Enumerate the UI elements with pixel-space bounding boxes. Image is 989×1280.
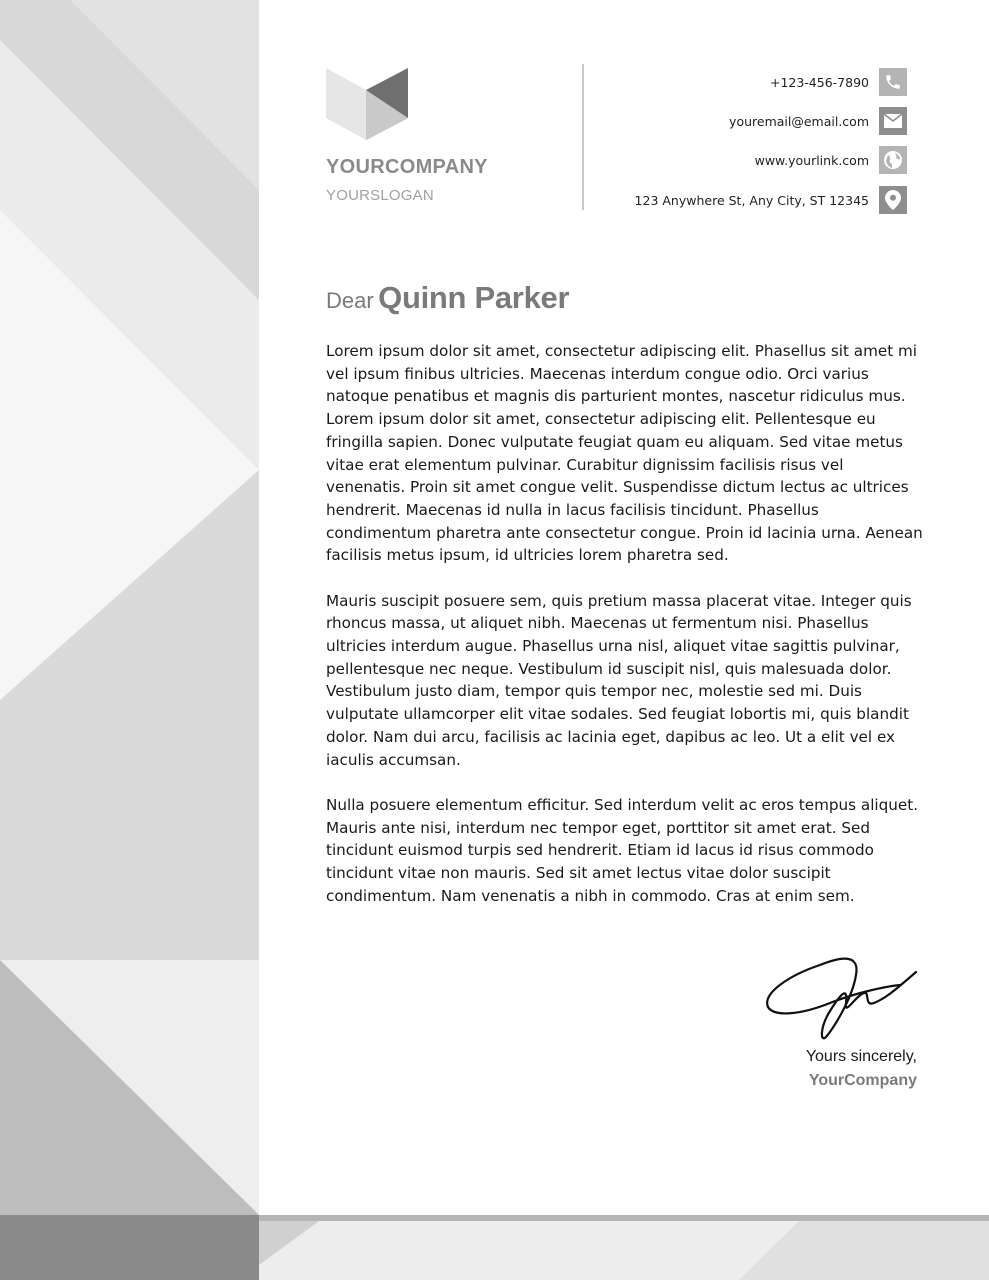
globe-icon [879, 146, 907, 174]
paragraph: Mauris suscipit posuere sem, quis pretium massa placerat vitae. Integer quis rhoncus massa, ut aliquet nibh. Maecenas ut fermentum nisi. Phasellus ultricies interdum augue. Phasellus urna nisl, aliquet vitae sagittis pulvinar, pellentesque nec neque. Vestibulum id suscipit nisl, quis malesuada dolor. Vestibulum justo diam, tempor quis tempor nec, molestie sed mi. Duis vulputate ullamcorper elit vitae sodales. Sed feugiat lobortis mi, quis blandit dolor. Nam dui arcu, facilisis ac lacinia eget, dapibus ac leo. Ut a elit vel ex iaculis accumsan. [326, 591, 912, 769]
location-pin-icon [879, 186, 907, 214]
letter-greeting [326, 280, 569, 316]
letter-body [326, 340, 926, 930]
company-logo-icon [326, 68, 410, 140]
email-text[interactable]: youremail@email.com [729, 113, 869, 129]
salutation: Dear [326, 288, 374, 313]
paragraph: Nulla posuere elementum efficitur. Sed interdum velit ac eros tempus aliquet. Mauris ante nisi, interdum nec tempor eget, porttitor sit amet erat. Sed tincidunt euismod turpis sed hendrerit. Etiam id lacus id risus commodo tincidunt vitae non mauris. Sed sit amet lectus vitae dolor suscipit condimentum. Nam venenatis a nibh in commodo. Cras at enim sem. [326, 795, 919, 905]
closing-company: YourCompany [808, 1072, 917, 1089]
bottom-geometric-background [259, 1215, 989, 1280]
website-text[interactable]: www.yourlink.com [754, 152, 869, 168]
bottom-decorative-band [259, 1215, 989, 1280]
contact-phone [770, 68, 907, 96]
address-text: 123 Anywhere St, Any City, ST 12345 [634, 192, 869, 208]
closing-text: Yours sincerely, [805, 1048, 917, 1065]
phone-icon [879, 68, 907, 96]
contact-address [635, 186, 907, 214]
phone-text[interactable]: +123-456-7890 [769, 74, 869, 90]
company-slogan: YOURSLOGAN [326, 187, 434, 204]
geometric-background [0, 0, 259, 1280]
header-divider [582, 64, 584, 210]
contact-website [755, 146, 907, 174]
recipient-name: Quinn Parker [378, 280, 570, 315]
paragraph: Lorem ipsum dolor sit amet, consectetur adipiscing elit. Phasellus sit amet mi vel ipsum finibus ultricies. Maecenas interdum congue odio. Orci varius natoque penatibus et magnis dis parturient montes, nascetur ridiculus mus. Lorem ipsum dolor sit amet, consectetur adipiscing elit. Pellentesque eu fringilla sapien. Donec vulputate feugiat quam eu aliquam. Sed vitae metus vitae erat elementum pulvinar. Curabitur dignissim facilisis risus vel venenatis. Proin sit amet congue velit. Suspendisse dictum lectus ac ultrices hendrerit. Maecenas id nulla in lacus facilisis tincidunt. Phasellus condimentum pharetra ante consectetur congue. Proin id lacinia urna. Aenean facilisis metus ipsum, id ultricies lorem pharetra sed. [326, 342, 923, 565]
company-name: YOURCOMPANY [326, 156, 488, 178]
left-decorative-panel [0, 0, 259, 1280]
email-icon [879, 107, 907, 135]
signature-icon [760, 945, 922, 1045]
contact-email [729, 107, 907, 135]
